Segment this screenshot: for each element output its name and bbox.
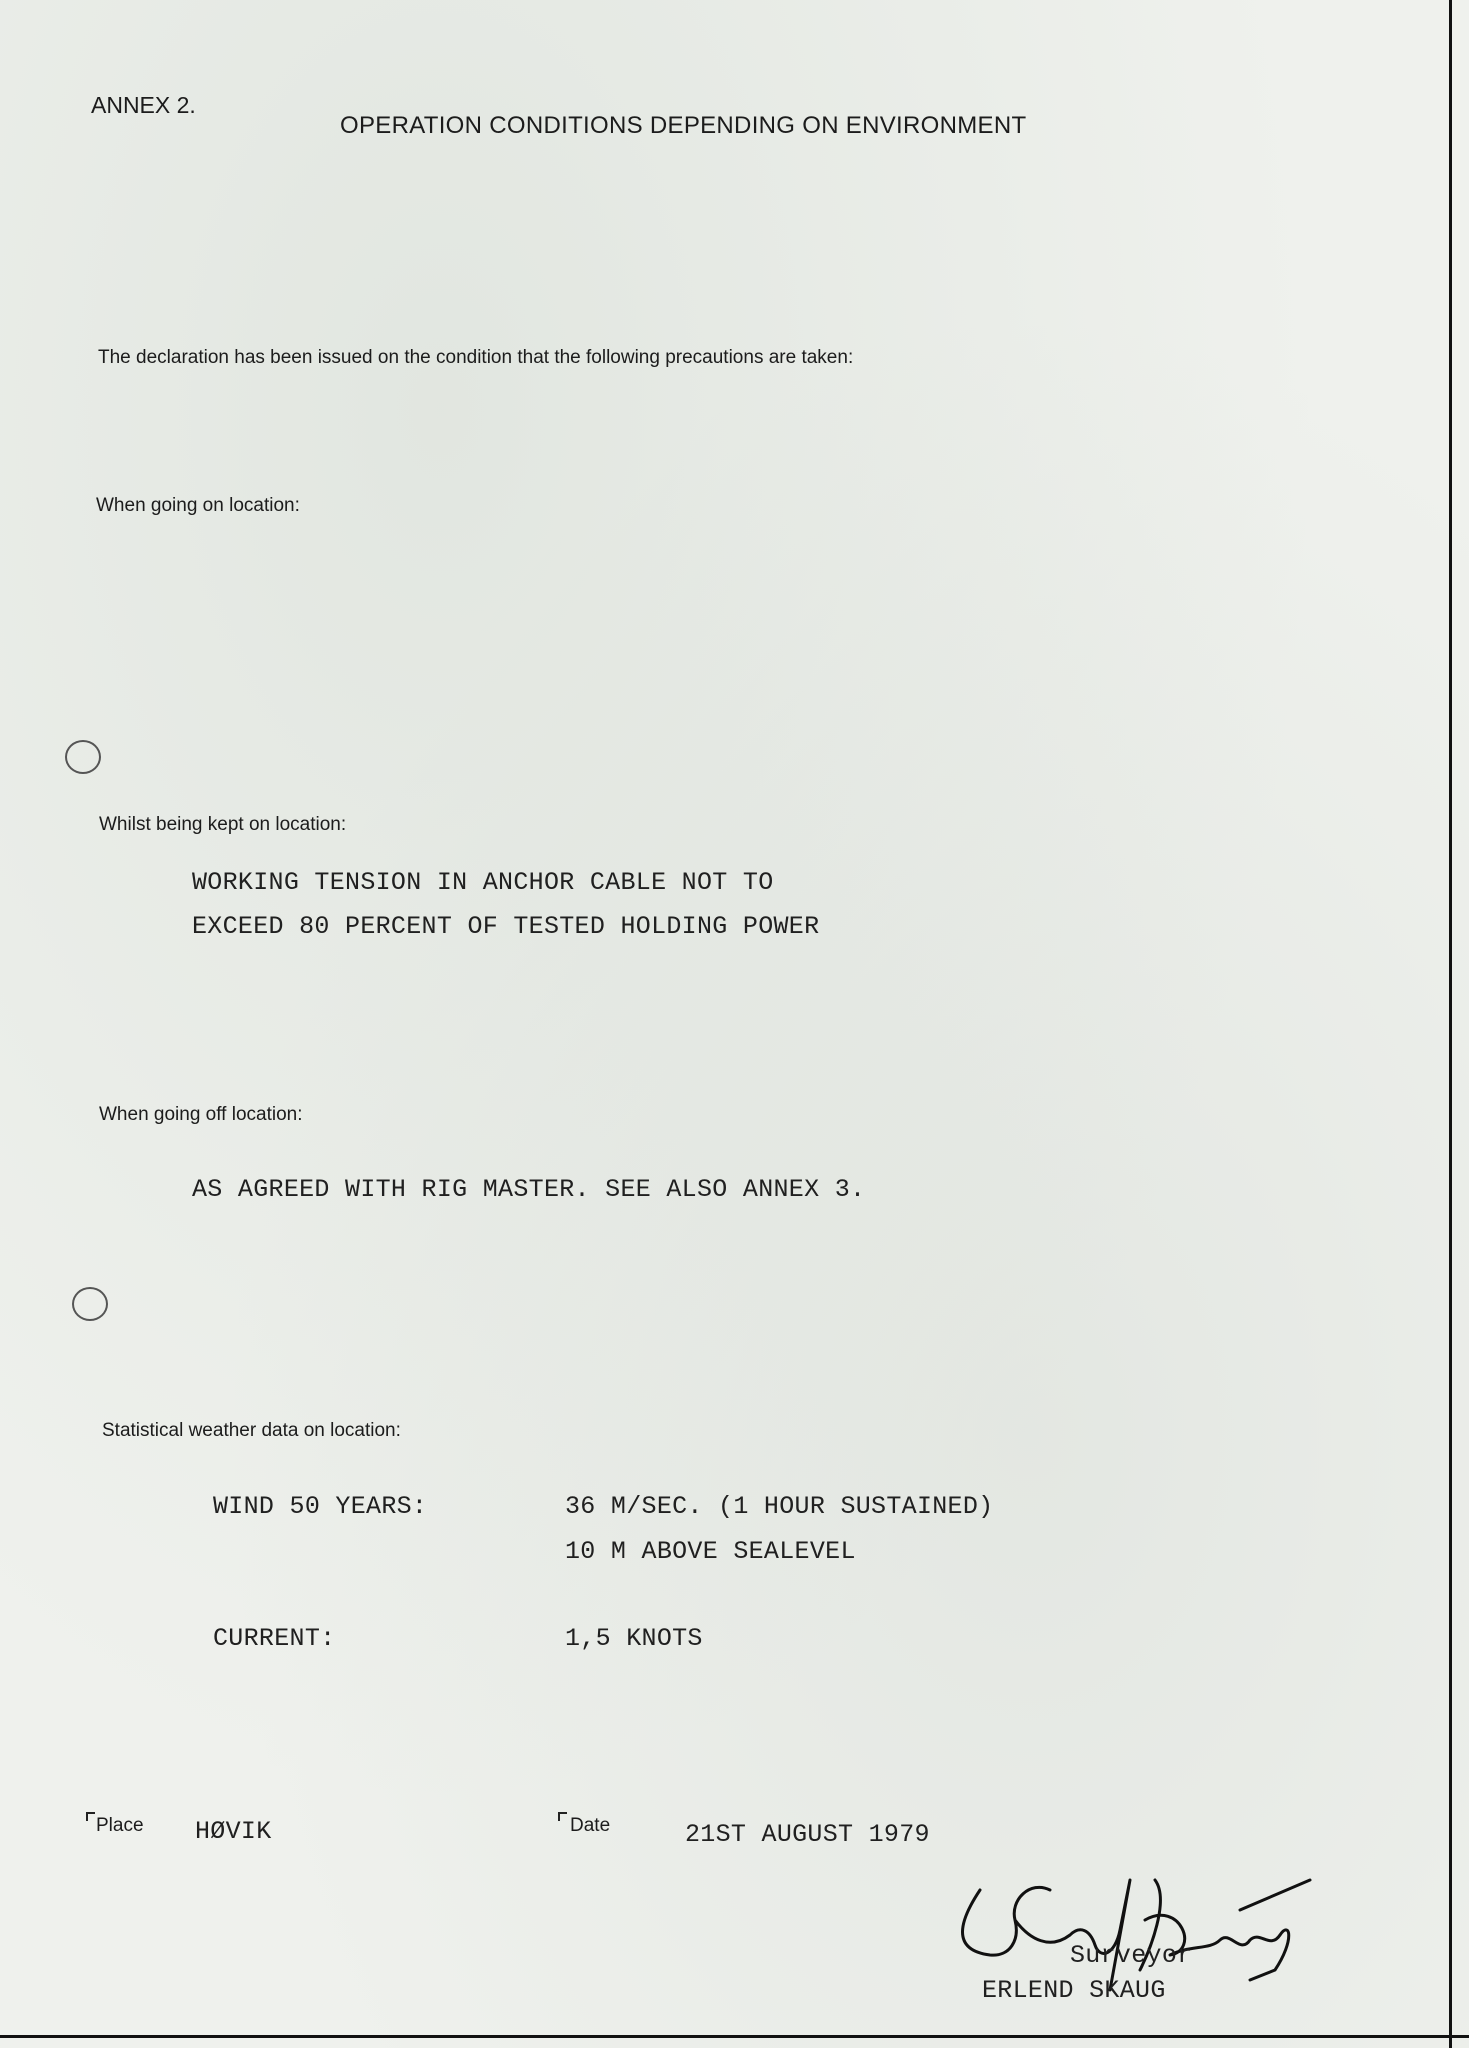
wind-label: WIND 50 YEARS: [213,1492,428,1521]
date-label: Date [570,1815,611,1836]
surveyor-name: ERLEND SKAUG [982,1976,1166,2005]
going-off-location-label: When going off location: [99,1104,303,1125]
wind-value: 36 M/SEC. (1 HOUR SUSTAINED) [565,1492,994,1521]
date-corner-mark [558,1812,567,1821]
document-title: OPERATION CONDITIONS DEPENDING ON ENVIRONMENT [340,112,1027,139]
place-corner-mark [86,1812,95,1821]
place-label: Place [96,1815,144,1836]
going-off-condition-line: AS AGREED WITH RIG MASTER. SEE ALSO ANNEX 3. [192,1175,866,1204]
annex-number: ANNEX 2. [91,92,196,118]
surveyor-label: Surveyor [1070,1941,1193,1970]
scan-border-bottom [0,2035,1469,2038]
scan-border-right [1449,0,1452,2048]
place-value: HØVIK [195,1817,272,1846]
current-value: 1,5 KNOTS [565,1624,703,1653]
wind-height-value: 10 M ABOVE SEALEVEL [565,1537,856,1566]
whilst-on-location-label: Whilst being kept on location: [99,814,347,835]
whilst-condition-line: WORKING TENSION IN ANCHOR CABLE NOT TO [192,868,774,897]
punch-hole-icon [65,740,101,774]
date-value: 21ST AUGUST 1979 [685,1820,930,1849]
declaration-intro: The declaration has been issued on the condition that the following precautions are taken: [98,347,854,368]
current-label: CURRENT: [213,1624,336,1653]
whilst-condition-line: EXCEED 80 PERCENT OF TESTED HOLDING POWER [192,912,820,941]
weather-data-label: Statistical weather data on location: [102,1420,401,1441]
punch-hole-icon [72,1287,108,1321]
going-on-location-label: When going on location: [96,495,300,516]
